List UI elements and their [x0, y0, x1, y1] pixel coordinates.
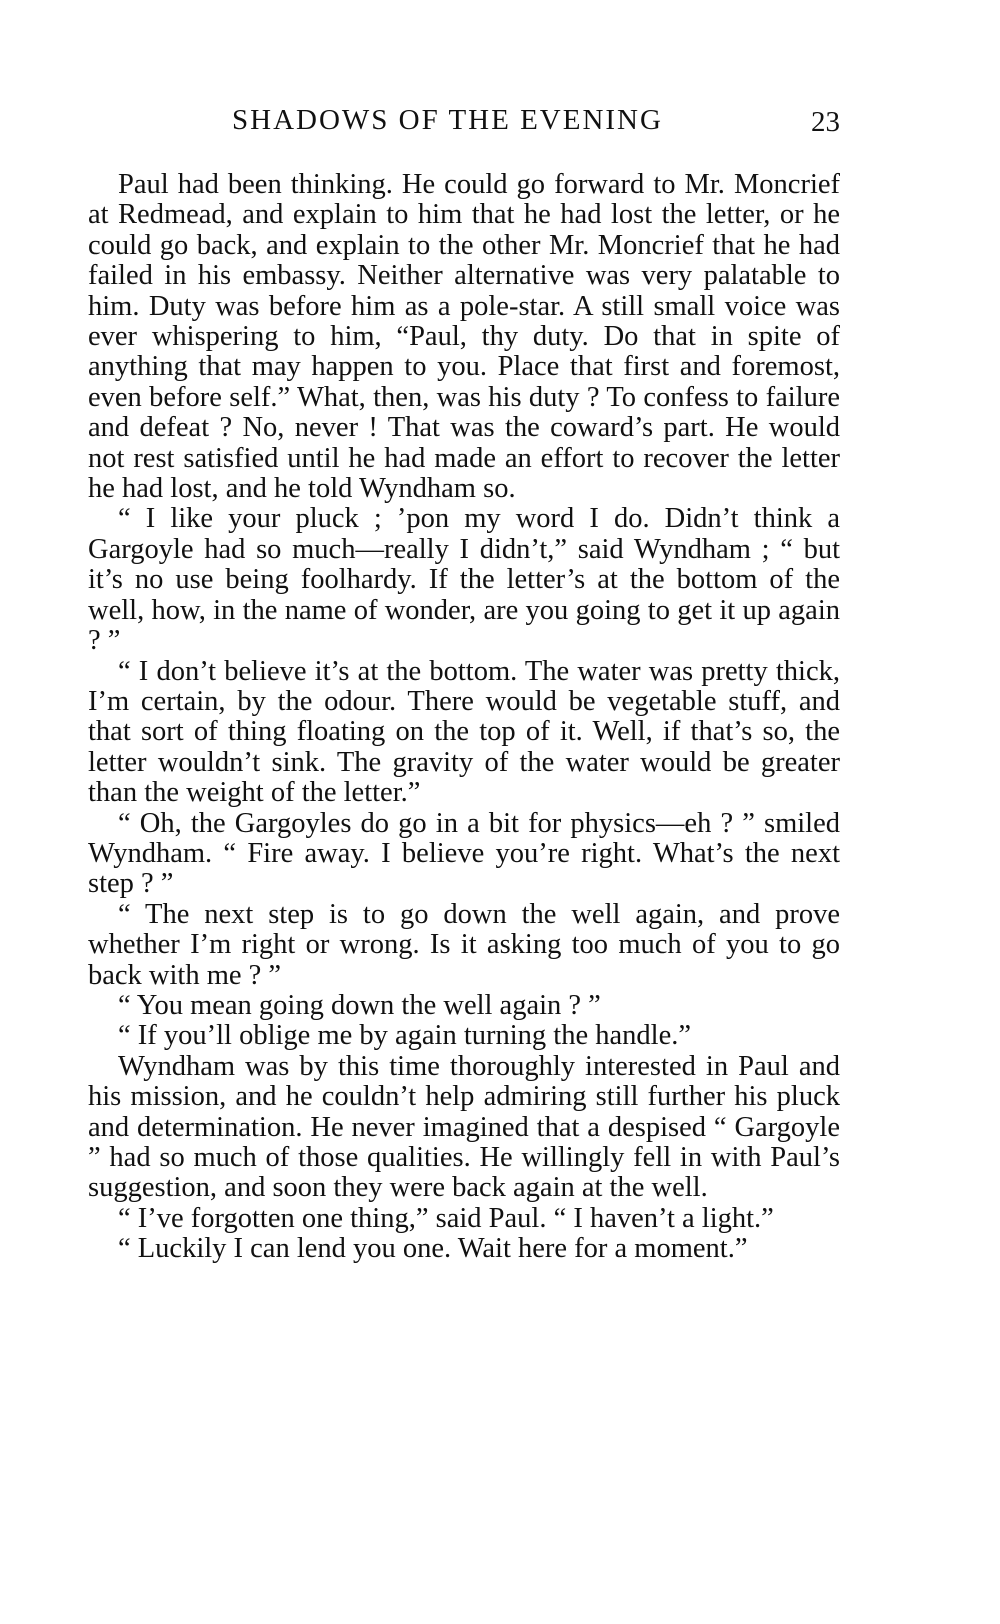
book-page [88, 104, 840, 1265]
paragraph: “ I don’t believe it’s at the bottom. The water was pretty thick, I’m certain, by the odour. There would be vegetable stuff, and that sort of thing floating on the top of it. Well, if that’s so, the letter wouldn’t sink. The gravity of the water would be greater than the weight of the letter.” [88, 655, 840, 809]
page-number: 23 [811, 106, 840, 138]
paragraph: “ If you’ll oblige me by again turning the handle.” [118, 1020, 691, 1052]
paragraph: Wyndham was by this time thoroughly interested in Paul and his mission, and he couldn’t help admiring still further his pluck and determination. He never imagined that a despised “ Gargoyle ” had so much of those qualities. He willingly fell in with Paul’s suggestion, and soon they were back again at the well. [88, 1050, 840, 1204]
running-head: SHADOWS OF THE EVENING [232, 104, 663, 136]
paragraph: “ Oh, the Gargoyles do go in a bit for physics—eh ? ” smiled Wyndham. “ Fire away. I believe you’re right. What’s the next step ? ” [88, 807, 840, 900]
paragraph: “ You mean going down the well again ? ” [118, 989, 601, 1021]
body-text [88, 170, 840, 1265]
paragraph: Paul had been thinking. He could go forward to Mr. Moncrief at Redmead, and explain to him that he had lost the letter, or he could go back, and explain to the other Mr. Moncrief that he had failed in his embassy. Neither alternative was very palatable to him. Duty was before him as a pole-star. A still small voice was ever whispering to him, “Paul, thy duty. Do that in spite of anything that may happen to you. Place that first and foremost, even before self.” What, then, was his duty ? To confess to failure and defeat ? No, never ! That was the coward’s part. He would not rest satisfied until he had made an effort to recover the letter he had lost, and he told Wyndham so. [88, 169, 840, 505]
paragraph: “ I like your pluck ; ’pon my word I do. Didn’t think a Gargoyle had so much—really I didn’t,” said Wyndham ; “ but it’s no use being foolhardy. If the letter’s at the bottom of the well, how, in the name of wonder, are you going to get it up again ? ” [88, 503, 840, 657]
paragraph: “ I’ve forgotten one thing,” said Paul. “ I haven’t a light.” [118, 1202, 774, 1234]
paragraph: “ Luckily I can lend you one. Wait here for a moment.” [118, 1233, 748, 1265]
page-header [88, 104, 840, 144]
paragraph: “ The next step is to go down the well again, and prove whether I’m right or wrong. Is it asking too much of you to go back with me ? ” [88, 898, 840, 991]
